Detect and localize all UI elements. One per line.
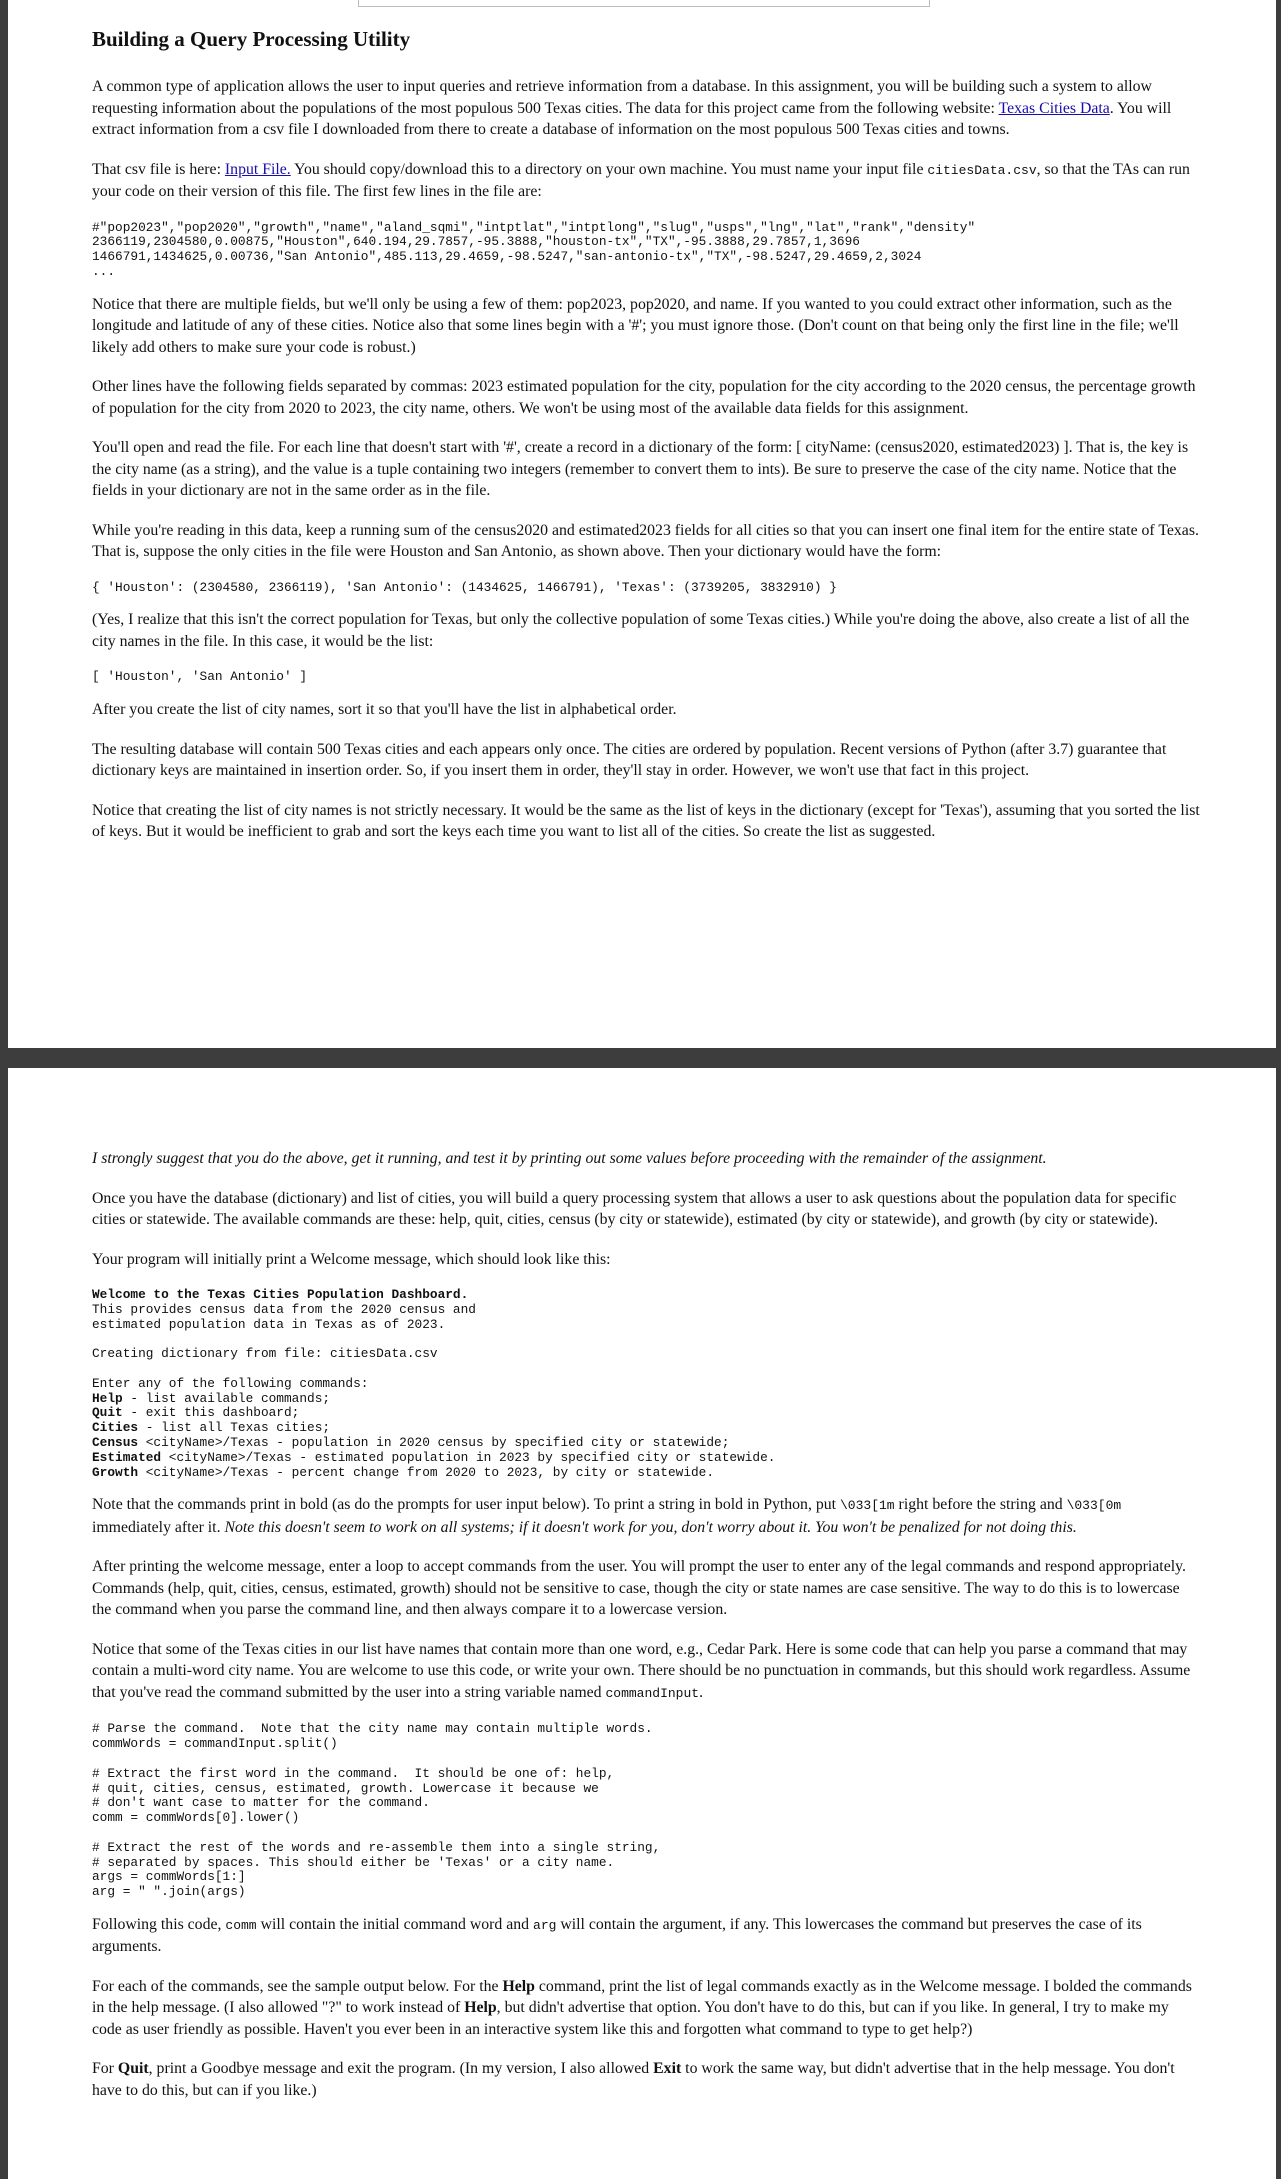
filename-code: citiesData.csv (927, 162, 1037, 178)
fields-paragraph: Notice that there are multiple fields, but we'll only be using a few of them: pop2023, pop2020, and name. If you wanted to you could extract other information, such as the longitude and latitude of any of these cities. Notice also that some lines begin with a '#'; you must ignore those. (Don't count on that being only the first line in the file; we'll likely add others to make sure your code is robust.) (92, 295, 1179, 356)
comm-arg-paragraph: Following this code, comm will contain the initial command word and arg will contain the argument, if any. This lowercases the command but preserves the case of its arguments. (92, 1915, 1142, 1956)
command-line: Estimated <cityName>/Texas - estimated population in 2023 by specified city or statewide. (92, 1449, 776, 1465)
command-name: Help (92, 1390, 123, 1406)
command-name: Census (92, 1434, 139, 1450)
code-line: # Parse the command. Note that the city name may contain multiple words. (92, 1721, 653, 1737)
efficiency-paragraph: Notice that creating the list of city names is not strictly necessary. It would be the same as the list of keys in the dictionary (except for 'Texas'), assuming that you sorted the list of keys. But it would be inefficient to grab and sort the keys each time you want to list all of the cities. So create the list as suggested. (92, 801, 1200, 841)
command-name: Cities (92, 1420, 139, 1436)
page-2-content (92, 1148, 1200, 2119)
command-line: Quit - exit this dashboard; (92, 1405, 300, 1421)
multiword-paragraph: Notice that some of the Texas cities in our list have names that contain more than one word, e.g., Cedar Park. Here is some code that can help you parse a command that may contain a multi-word city name. You are welcome to use this code, or write your own. There should be no punctuation in commands, but this should work regardless. Assume that you've read the command submitted by the user into a string variable named commandInput. (92, 1640, 1191, 1701)
list-example-code: [ 'Houston', 'San Antonio' ] (92, 669, 308, 685)
city-list-paragraph: (Yes, I realize that this isn't the correct population for Texas, but only the collective population of some Texas cities.) While you're doing the above, also create a list of all the city names in the file. In this case, it would be the list: (92, 611, 1190, 650)
command-name: Estimated (92, 1449, 162, 1465)
code-line: # quit, cities, census, estimated, growth. Lowercase it because we (92, 1780, 599, 1796)
page-top-frame (358, 0, 930, 7)
code-line: commWords = commandInput.split() (92, 1736, 338, 1752)
command-name: Growth (92, 1464, 139, 1480)
welcome-line: Enter any of the following commands: (92, 1375, 369, 1391)
code-line: # Extract the first word in the command. It should be one of: help, (92, 1765, 615, 1781)
welcome-line: Creating dictionary from file: citiesData.csv (92, 1346, 438, 1362)
welcome-line: Welcome to the Texas Cities Population Dashboard. (92, 1287, 469, 1302)
texas-cities-data-link[interactable]: Texas Cities Data (998, 99, 1110, 117)
dictionary-paragraph: You'll open and read the file. For each line that doesn't start with '#', create a record in a dictionary of the form: [ cityName: (census2020, estimated2023) ]. That is, the key is the city name (as a string), and the value is a tuple containing two integers (remember to convert them to ints). Be sure to preserve the case of the city name. Notice that the fields in your dictionary are not in the same order as in the file. (92, 439, 1189, 500)
code-line: # Extract the rest of the words and re-assemble them into a single string, (92, 1839, 661, 1855)
database-paragraph: The resulting database will contain 500 Texas cities and each appears only once. The cities are ordered by population. Recent versions of Python (after 3.7) guarantee that dictionary keys are maintained in insertion order. So, if you insert them in order, they'll stay in order. However, we won't use that fact in this project. (92, 740, 1167, 780)
command-line: Cities - list all Texas cities; (92, 1420, 331, 1436)
code-line: # don't want case to matter for the command. (92, 1795, 430, 1811)
quit-command-paragraph: For Quit, print a Goodbye message and exit the program. (In my version, I also allowed Exit to work the same way, but didn't advertise that in the help message. You don't have to do this, but can if you like.) (92, 2060, 1175, 2099)
dict-example-code: { 'Houston': (2304580, 2366119), 'San Antonio': (1434625, 1466791), 'Texas': (3739205, 3832910) } (92, 579, 837, 595)
welcome-message-block (92, 1288, 1200, 1480)
csv-line: #"pop2023","pop2020","growth","name","aland_sqmi","intptlat","intptlong","slug","usps","lng","lat","rank","density" (92, 219, 976, 235)
input-file-link[interactable]: Input File. (224, 160, 291, 178)
code-line: args = commWords[1:] (92, 1869, 246, 1885)
input-file-paragraph: That csv file is here: Input File. You should copy/download this to a directory on your own machine. You must name your input file citiesData.csv, so that the TAs can run your code on their version of this file. The first few lines in the file are: (92, 160, 1190, 200)
command-loop-paragraph: After printing the welcome message, enter a loop to accept commands from the user. You will prompt the user to enter any of the legal commands and respond appropriately. Commands (help, quit, cities, census, estimated, growth) should not be sensitive to case, though the city or state names are case sensitive. The way to do this is to lowercase the command when you parse the command line, and then always compare it to a lowercase version. (92, 1558, 1186, 1619)
parse-code-block (92, 1722, 1200, 1900)
command-line: Growth <cityName>/Texas - percent change from 2020 to 2023, by city or statewide. (92, 1464, 715, 1480)
csv-line: 1466791,1434625,0.00736,"San Antonio",485.113,29.4659,-98.5247,"san-antonio-tx","TX",-98.5247,29.4659,2,3024 (92, 249, 922, 265)
welcome-intro-paragraph: Your program will initially print a Welcome message, which should look like this: (92, 1250, 611, 1268)
code-line: # separated by spaces. This should either be 'Texas' or a city name. (92, 1854, 615, 1870)
page-title: Building a Query Processing Utility (92, 27, 411, 51)
csv-line: ... (92, 263, 116, 279)
code-line: arg = " ".join(args) (92, 1884, 246, 1900)
command-name: Quit (92, 1405, 123, 1421)
csv-sample-block (92, 221, 1200, 280)
code-line: comm = commWords[0].lower() (92, 1810, 300, 1826)
query-system-paragraph: Once you have the database (dictionary) and list of cities, you will build a query processing system that allows a user to ask questions about the population data for specific cities or statewide. The available commands are these: help, quit, cities, census (by city or statewide), estimated (by city or statewide), and growth (by city or statewide). (92, 1189, 1177, 1228)
suggestion-paragraph: I strongly suggest that you do the above, get it running, and test it by printing out some values before proceeding with the remainder of the assignment. (92, 1150, 1047, 1167)
sort-paragraph: After you create the list of city names, sort it so that you'll have the list in alphabetical order. (92, 701, 677, 719)
document-page-2 (8, 1068, 1276, 2179)
welcome-line: This provides census data from the 2020 census and (92, 1301, 476, 1317)
page-1-content (92, 24, 1200, 861)
csv-line: 2366119,2304580,0.00875,"Houston",640.194,29.7857,-95.3888,"houston-tx","TX",-95.3888,29.7857,1,3696 (92, 234, 860, 250)
bold-note-paragraph: Note that the commands print in bold (as do the prompts for user input below). To print a string in bold in Python, put \033[1m right before the string and \033[0m immediately after it. Note this doesn't seem to work on all systems; if it doesn't work for you, don't worry about it. You won't be penalized for not doing this. (92, 1496, 1122, 1536)
intro-paragraph: A common type of application allows the user to input queries and retrieve information from a database. In this assignment, you will be building such a system to allow requesting information about the populations of the most populous 500 Texas cities. The data for this project came from the following website: Texas Cities Data. You will extract information from a csv file I downloaded from there to create a database of information on the most populous 500 Texas cities and towns. (92, 78, 1172, 138)
command-line: Census <cityName>/Texas - population in 2020 census by specified city or statewide; (92, 1434, 730, 1450)
command-line: Help - list available commands; (92, 1390, 331, 1406)
document-page-1 (8, 0, 1276, 1048)
help-command-paragraph: For each of the commands, see the sample output below. For the Help command, print the list of legal commands exactly as in the Welcome message. I bolded the commands in the help message. (I also allowed "?" to work instead of Help, but didn't advertise that option. You don't have to do this, but can if you like. In general, I try to make my code as user friendly as possible. Haven't you ever been in an interactive system like this and forgotten what command to type to get help?) (92, 1977, 1192, 2038)
other-lines-paragraph: Other lines have the following fields separated by commas: 2023 estimated population for the city, population for the city according to the 2020 census, the percentage growth of population for the city from 2020 to 2023, the city name, others. We won't be using most of the available data fields for this assignment. (92, 378, 1196, 417)
welcome-line: estimated population data in Texas as of 2023. (92, 1316, 446, 1332)
running-sum-paragraph: While you're reading in this data, keep a running sum of the census2020 and estimated2023 fields for all cities so that you can insert one final item for the entire state of Texas. That is, suppose the only cities in the file were Houston and San Antonio, as shown above. Then your dictionary would have the form: (92, 521, 1199, 561)
